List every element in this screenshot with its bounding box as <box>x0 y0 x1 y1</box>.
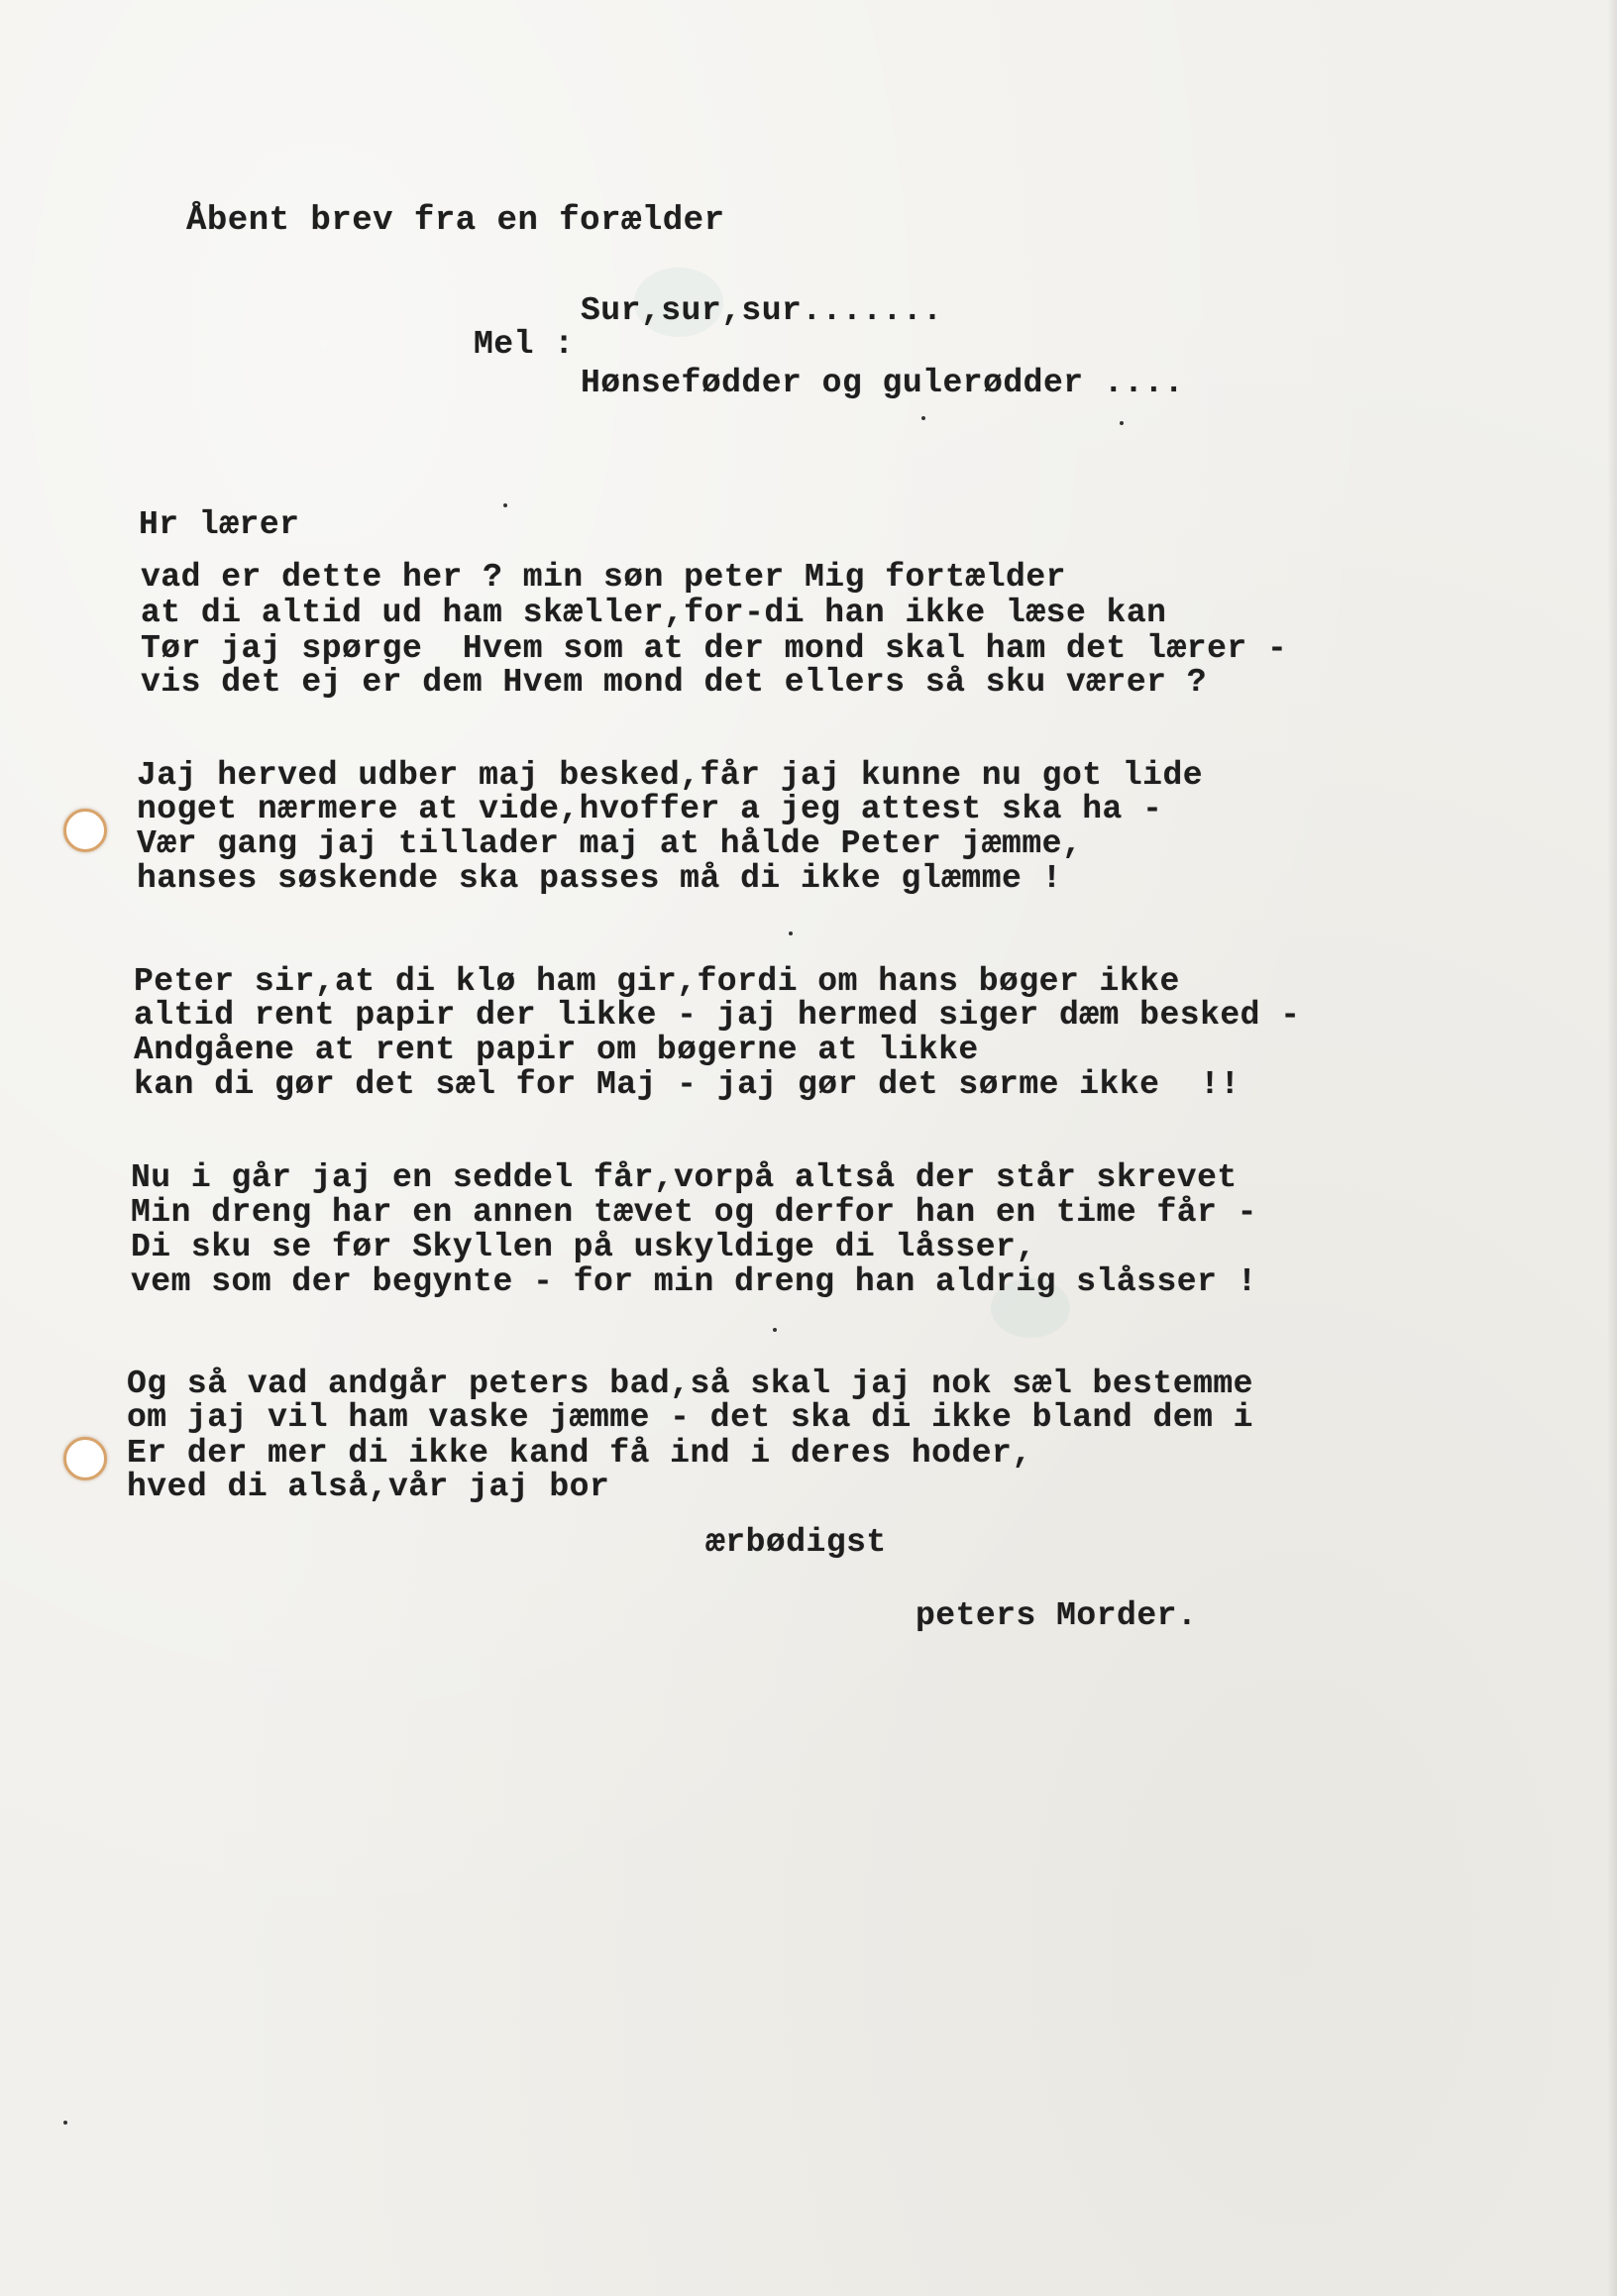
signature: peters Morder. <box>916 1597 1198 1634</box>
melody-line-1: Sur,sur,sur....... <box>581 292 943 329</box>
ink-speck <box>503 503 507 507</box>
stanza-4-line-3: Di sku se før Skyllen på uskyldige di låsser, <box>131 1229 1036 1265</box>
stanza-2-line-4: hanses søskende ska passes må di ikke glæmme ! <box>137 860 1062 897</box>
stanza-3-line-2: altid rent papir der likke - jaj hermed siger dæm besked - <box>134 997 1301 1034</box>
melody-label: Mel : <box>474 326 575 363</box>
salutation: Hr lærer <box>139 506 300 543</box>
stanza-5-line-4: hved di alså,vår jaj bor <box>127 1469 610 1505</box>
ink-speck <box>921 416 925 420</box>
stanza-4-line-2: Min dreng har en annen tævet og derfor han en time får - <box>131 1194 1257 1231</box>
stanza-2-line-1: Jaj herved udber maj besked,får jaj kunne nu got lide <box>137 757 1204 794</box>
punch-hole-top <box>63 809 107 852</box>
closing: ærbødigst <box>705 1524 887 1561</box>
stanza-1-line-1: vad er dette her ? min søn peter Mig fortælder <box>141 559 1066 596</box>
stanza-2-line-3: Vær gang jaj tillader maj at hålde Peter jæmme, <box>137 825 1083 862</box>
page-edge-shadow <box>1607 0 1617 2296</box>
stanza-3-line-4: kan di gør det sæl for Maj - jaj gør det sørme ikke !! <box>134 1066 1240 1103</box>
punch-hole-bottom <box>63 1437 107 1480</box>
stanza-3-line-3: Andgåene at rent papir om bøgerne at likke <box>134 1032 979 1068</box>
stanza-2-line-2: noget nærmere at vide,hvoffer a jeg attest ska ha - <box>137 791 1163 827</box>
melody-line-2: Hønsefødder og gulerødder .... <box>581 365 1185 401</box>
stanza-3-line-1: Peter sir,at di klø ham gir,fordi om hans bøger ikke <box>134 963 1180 1000</box>
stanza-1-line-3: Tør jaj spørge Hvem som at der mond skal ham det lærer - <box>141 630 1288 667</box>
stanza-4-line-1: Nu i går jaj en seddel får,vorpå altså der står skrevet <box>131 1159 1238 1196</box>
ink-speck <box>773 1328 777 1332</box>
letter-title: Åbent brev fra en forælder <box>186 202 725 240</box>
stanza-1-line-4: vis det ej er dem Hvem mond det ellers så sku værer ? <box>141 664 1208 701</box>
stanza-4-line-4: vem som der begynte - for min dreng han aldrig slåsser ! <box>131 1263 1257 1300</box>
stanza-5-line-2: om jaj vil ham vaske jæmme - det ska di ikke bland dem i <box>127 1399 1253 1436</box>
stanza-1-line-2: at di altid ud ham skæller,for-di han ikke læse kan <box>141 595 1167 631</box>
stanza-5-line-1: Og så vad andgår peters bad,så skal jaj nok sæl bestemme <box>127 1366 1253 1402</box>
ink-speck <box>1120 421 1124 425</box>
ink-speck <box>789 931 793 935</box>
stanza-5-line-3: Er der mer di ikke kand få ind i deres hoder, <box>127 1435 1032 1472</box>
ink-speck <box>63 2121 67 2125</box>
